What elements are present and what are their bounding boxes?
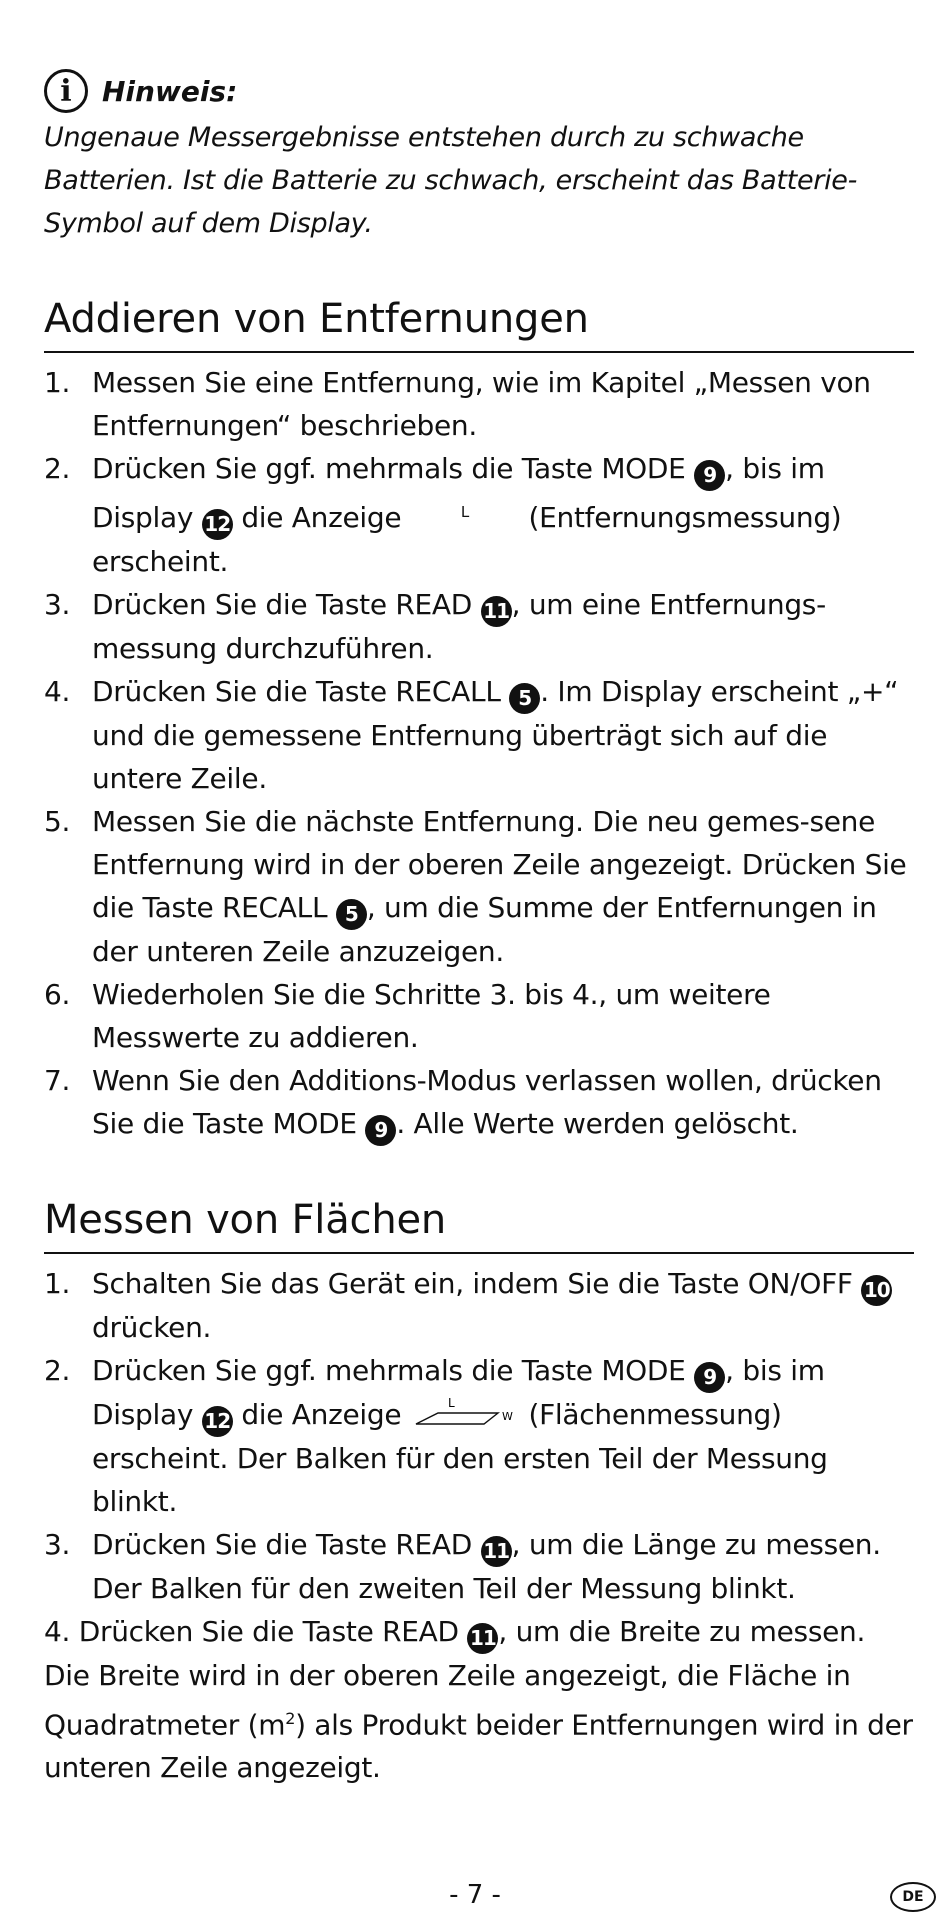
- length-mode-symbol: L: [460, 503, 469, 521]
- addition-steps: [44, 361, 914, 1146]
- list-item: 7. Wenn Sie den Additions-Modus verlassen wollen, drücken Sie die Taste MODE 9 . Alle Werte werden gelöscht.: [44, 1059, 914, 1146]
- key-number-badge: 12: [202, 509, 233, 540]
- key-number-badge: 9: [694, 1362, 725, 1393]
- key-number-badge: 10: [861, 1275, 892, 1306]
- area-steps: [44, 1262, 914, 1610]
- key-number-badge: 5: [336, 899, 367, 930]
- list-item: 5. Messen Sie die nächste Entfernung. Die neu gemes-sene Entfernung wird in der oberen Zeile angezeigt. Drücken Sie die Taste RECALL 5 , um die Summe der Entfernungen in der unteren Zeile anzuzeigen.: [44, 805, 907, 968]
- list-item: 6. Wiederholen Sie die Schritte 3. bis 4., um weitere Messwerte zu addieren.: [44, 978, 771, 1054]
- symbol-w-label: W: [501, 1410, 513, 1423]
- note-line: Ungenaue Messergebnisse entstehen durch zu schwache: [44, 122, 804, 153]
- list-item: 4. Drücken Sie die Taste RECALL 5 . Im Display erscheint „+“ und die gemessene Entfernung überträgt sich auf die untere Zeile.: [44, 675, 899, 795]
- page-number: - 7 -: [449, 1880, 501, 1910]
- list-item: 3. Drücken Sie die Taste READ 11, um eine Entfernungs-messung durchzuführen.: [44, 588, 826, 665]
- list-item: 1. Schalten Sie das Gerät ein, indem Sie die Taste ON/OFF 10 drücken.: [44, 1262, 914, 1349]
- key-number-badge: 9: [365, 1115, 396, 1146]
- key-number-badge: 11: [481, 596, 512, 627]
- list-item: 3. Drücken Sie die Taste READ 11, um die Länge zu messen. Der Balken für den zweiten Teil der Messung blinkt.: [44, 1528, 881, 1605]
- step4-paragraph: 4. Drücken Sie die Taste READ 11, um die Breite zu messen. Die Breite wird in der oberen Zeile angezeigt, die Fläche in Quadratmeter $(m^2)$ als Produkt beider Entfernungen wird in der unteren Zeile angezeigt.: [44, 1615, 913, 1785]
- section-heading-addition: Addieren von Entfernungen: [44, 291, 914, 353]
- info-icon: i: [44, 69, 88, 113]
- note-title: Hinweis:: [102, 74, 238, 108]
- symbol-l-label: L: [447, 1398, 455, 1410]
- language-badge: DE: [890, 1882, 936, 1912]
- list-item: 2. Drücken Sie ggf. mehrmals die Taste MODE 9 , bis im Display 12 die Anzeige L (Entfernungsmessung) erscheint.: [44, 452, 842, 578]
- key-number-badge: 11: [467, 1623, 498, 1654]
- key-number-badge: 12: [202, 1406, 233, 1437]
- note-header: [44, 66, 914, 116]
- note-line: Batterien. Ist die Batterie zu schwach, erscheint das Batterie-: [44, 165, 858, 196]
- note-line: Symbol auf dem Display.: [44, 208, 373, 239]
- key-number-badge: 9: [694, 460, 725, 491]
- section-heading-area: Messen von Flächen: [44, 1192, 914, 1254]
- manual-page: [44, 66, 914, 1789]
- key-number-badge: 5: [509, 683, 540, 714]
- note-text: [44, 116, 914, 245]
- area-mode-symbol: [410, 1398, 520, 1428]
- list-item: 2. Drücken Sie ggf. mehrmals die Taste MODE 9 , bis im Display 12 die Anzeige L W (Flächenmessung) erscheint. Der Balken für den ersten Teil der Messung blinkt.: [44, 1354, 828, 1518]
- key-number-badge: 11: [481, 1536, 512, 1567]
- list-item: 1. Messen Sie eine Entfernung, wie im Kapitel „Messen von Entfernungen“ beschrieben.: [44, 366, 871, 442]
- area-symbol-shape: [416, 1413, 498, 1424]
